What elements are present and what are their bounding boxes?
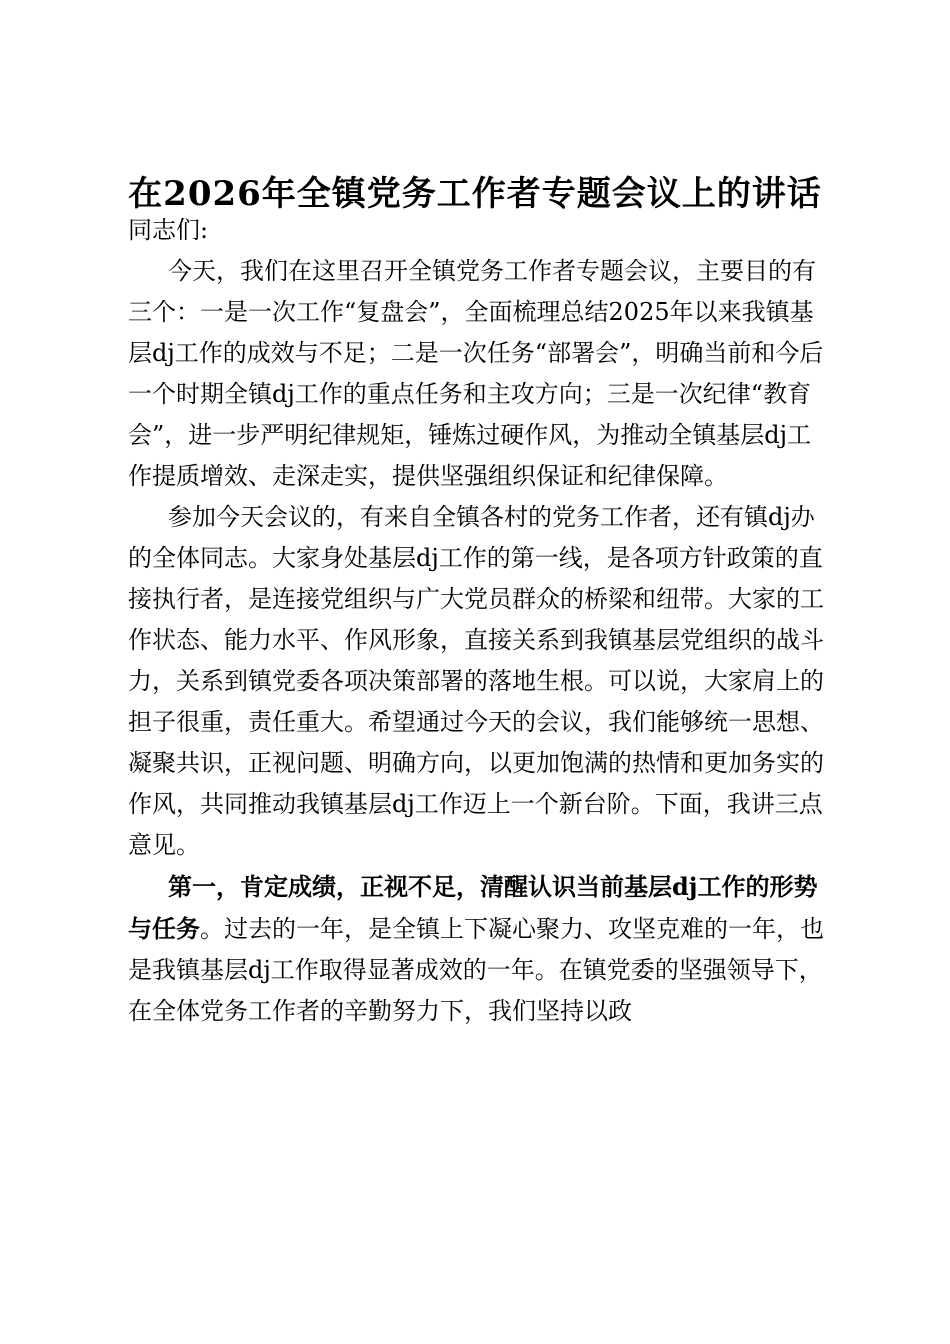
first-point-text: 。过去的一年，是全镇上下凝心聚力、攻坚克难的一年，也是我镇基层dj工作取得显著成效的一年。在镇党委的坚强领导下，在全体党务工作者的辛勤努力下，我们坚持以政	[128, 915, 824, 1025]
document-title: 在2026年全镇党务工作者专题会议上的讲话	[128, 174, 822, 214]
first-point-heading: 第一，肯定成绩，正视不足，清醒认识当前基层dj工作的形势与任务	[128, 872, 818, 943]
salutation: 同志们:	[128, 216, 209, 244]
paragraph-attendees: 参加今天会议的，有来自全镇各村的党务工作者，还有镇dj办的全体同志。大家身处基层dj工作的第一线，是各项方针政策的直接执行者，是连接党组织与广大党员群众的桥梁和纽带。大家的工作状态、能力水平、作风形象，直接关系到我镇基层党组织的战斗力，关系到镇党委各项决策部署的落地生根。可以说，大家肩上的担子很重，责任重大。希望通过今天的会议，我们能够统一思想、凝聚共识，正视问题、明确方向，以更加饱满的热情和更加务实的作风，共同推动我镇基层dj工作迈上一个新台阶。下面，我讲三点意见。	[128, 503, 824, 859]
paragraph-purpose: 今天，我们在这里召开全镇党务工作者专题会议，主要目的有三个：一是一次工作“复盘会”，全面梳理总结2025年以来我镇基层dj工作的成效与不足；二是一次任务“部署会”，明确当前和今后一个时期全镇dj工作的重点任务和主攻方向；三是一次纪律“教育会”，进一步严明纪律规矩，锤炼过硬作风，为推动全镇基层dj工作提质增效、走深走实，提供坚强组织保证和纪律保障。	[128, 257, 824, 490]
paragraph-first-point	[128, 866, 828, 1032]
document-body	[128, 210, 828, 1032]
